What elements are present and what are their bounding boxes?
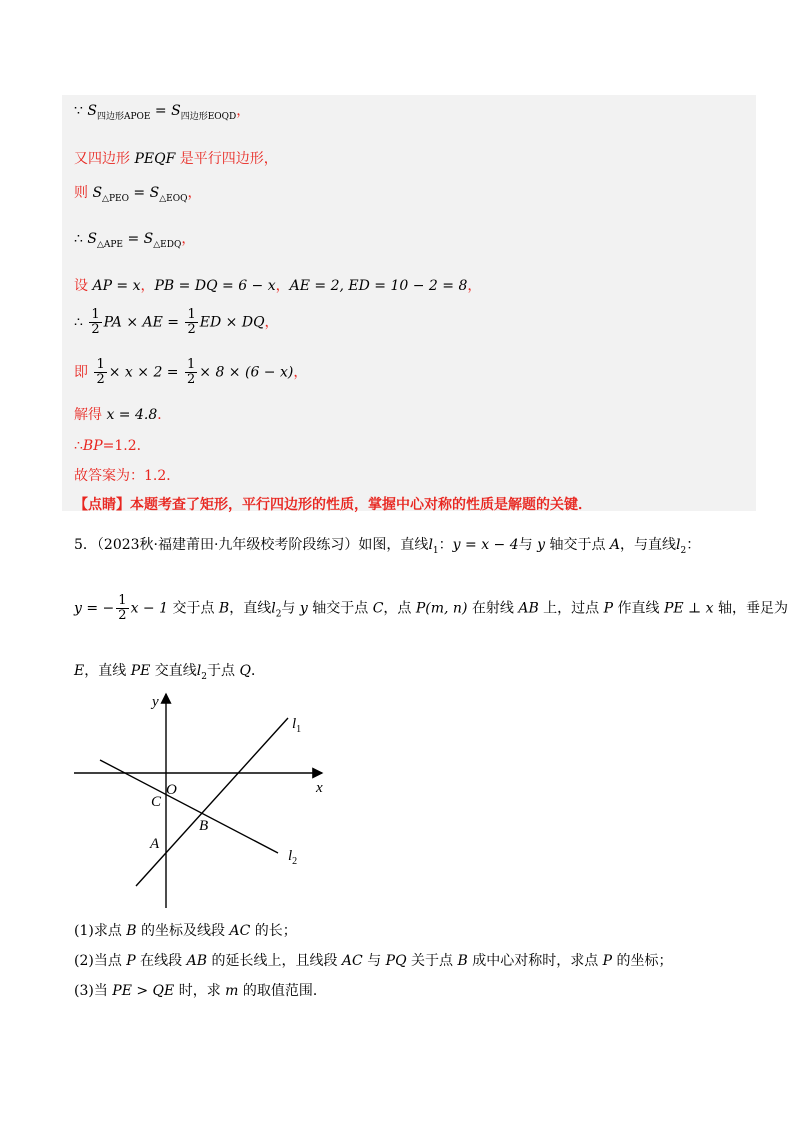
math-l: l <box>428 537 433 553</box>
text: ． <box>250 663 265 679</box>
subscript: 1 <box>432 546 439 556</box>
text: ，直线 <box>229 600 272 617</box>
l2-letter: l <box>288 848 293 864</box>
text: 与 <box>518 537 538 553</box>
text: 解得 <box>74 407 107 423</box>
text: ， <box>275 278 290 294</box>
text: ， <box>293 364 308 381</box>
text: (1)求点 <box>74 923 127 939</box>
subscript: △EDQ <box>153 240 182 250</box>
solution-line-7 <box>74 358 307 387</box>
numerator: 1 <box>187 307 196 322</box>
numerator: 1 <box>91 307 100 322</box>
text: ∵ <box>74 103 88 119</box>
math-s: S <box>171 103 181 119</box>
text: 则 <box>74 185 93 201</box>
math-Q: Q <box>239 663 251 679</box>
math-P: P <box>602 953 613 969</box>
math-AB: AB <box>186 953 208 969</box>
text: 在射线 <box>467 600 519 617</box>
text: ， <box>140 278 155 294</box>
math-expression: × 8 × (6 − x) <box>199 364 294 381</box>
subscript: △PEO <box>102 194 129 204</box>
text: 与 <box>281 600 300 617</box>
text: ，直线 <box>84 663 131 679</box>
text: 设 <box>74 278 93 294</box>
text: 的取值范围． <box>238 983 327 999</box>
math-m: m <box>225 983 239 999</box>
denominator: 2 <box>118 608 127 623</box>
fraction <box>185 358 197 387</box>
text: 的坐标； <box>612 953 673 969</box>
text: ， <box>236 103 251 119</box>
math-expression: P(m, n) <box>415 600 468 617</box>
numerator: 1 <box>186 357 196 372</box>
problem-line-1 <box>74 534 700 556</box>
math-B: B <box>457 953 468 969</box>
text: 轴交于点 <box>307 600 373 617</box>
math-s: S <box>149 185 160 201</box>
y-axis-label: y <box>152 694 159 710</box>
denominator: 2 <box>91 322 100 337</box>
solution-line-2 <box>74 148 278 168</box>
text: 是平行四边形， <box>175 151 278 167</box>
math-expression: PE ⊥ x <box>663 600 714 617</box>
text: 的延长线上，且线段 <box>207 953 342 969</box>
text: 于点 <box>207 663 240 679</box>
text: 时，求 <box>174 983 226 999</box>
math-expression: AE = 2, ED = 10 − 2 = 8 <box>289 278 468 294</box>
math-expression: y = − <box>74 600 115 617</box>
subscript: 2 <box>275 609 282 620</box>
math-s: S <box>92 185 103 201</box>
math-E: E <box>74 663 85 679</box>
coordinate-figure <box>66 688 346 910</box>
text: 上，过点 <box>538 600 604 617</box>
l1-subscript: 1 <box>296 724 302 735</box>
fraction <box>116 594 128 623</box>
math-y: y <box>537 537 546 553</box>
math-l: l <box>196 663 202 679</box>
text: 的长； <box>250 923 297 939</box>
text: ， <box>187 185 202 201</box>
subscript: 四边形APOE <box>96 112 151 122</box>
numerator: 1 <box>96 357 105 372</box>
text: ． <box>157 407 172 423</box>
text: ， <box>467 278 482 294</box>
label-C: C <box>151 794 162 810</box>
denominator: 2 <box>96 372 105 387</box>
math-expression: PE > QE <box>112 983 175 999</box>
text: ∴ <box>74 231 88 247</box>
l2-subscript: 2 <box>292 856 298 867</box>
problem-line-2 <box>74 594 788 623</box>
text: = <box>128 185 150 201</box>
math-l: l <box>676 537 681 553</box>
text: 的坐标及线段 <box>136 923 230 939</box>
text: ， <box>264 314 279 331</box>
math-C: C <box>372 600 384 617</box>
text: (2)当点 <box>74 953 127 969</box>
text: 关于点 <box>406 953 458 969</box>
text: ，与直线 <box>620 537 677 553</box>
label-A: A <box>150 836 160 852</box>
subscript: △APE <box>96 240 123 250</box>
math-expression: × x × 2 = <box>108 364 183 381</box>
l1-letter: l <box>292 716 297 732</box>
text: ∴ <box>74 314 88 331</box>
math-B: B <box>126 923 137 939</box>
label-O: O <box>166 782 177 798</box>
text: 在线段 <box>135 953 187 969</box>
text: = <box>150 103 172 119</box>
subscript: △EOQ <box>159 194 188 204</box>
math-P: P <box>126 953 136 969</box>
math-expression: PA × AE = <box>103 314 184 331</box>
text: ， <box>181 231 196 247</box>
question-2 <box>74 950 673 970</box>
solution-line-4 <box>74 228 195 250</box>
math-expression: PB = DQ = 6 − x <box>154 278 276 294</box>
solution-answer: 故答案为：1.2． <box>74 468 181 484</box>
math-PE: PE <box>130 663 151 679</box>
math-AC: AC <box>341 953 363 969</box>
text: 即 <box>74 364 93 381</box>
fraction <box>89 308 101 337</box>
solution-line-8 <box>74 404 171 424</box>
math-A: A <box>609 537 621 553</box>
text: 与 <box>362 953 386 969</box>
math-expression: ED × DQ <box>199 314 265 331</box>
text: 5．（2023秋·福建莆田·九年级校考阶段练习）如图，直线 <box>74 537 429 553</box>
math-s: S <box>87 103 97 119</box>
question-1 <box>74 920 297 940</box>
text: 作直线 <box>613 600 664 617</box>
math-s: S <box>87 231 97 247</box>
text: = <box>123 231 144 247</box>
denominator: 2 <box>187 322 196 337</box>
solution-line-1 <box>74 100 250 122</box>
fraction <box>185 308 197 337</box>
label-l2 <box>288 848 297 867</box>
denominator: 2 <box>186 372 196 387</box>
x-axis-label: x <box>316 780 323 796</box>
subscript: 四边形EOQD <box>180 112 237 122</box>
text: =1.2． <box>102 438 151 454</box>
question-3 <box>74 980 327 1000</box>
math-l: l <box>271 600 276 617</box>
solution-line-6 <box>74 308 279 337</box>
label-l1 <box>292 716 301 735</box>
math-expression: PEQF <box>134 151 176 167</box>
math-expression: x − 1 <box>130 600 168 617</box>
text: ： <box>438 537 453 553</box>
solution-line-3 <box>74 182 201 204</box>
solution-line-9 <box>74 435 151 455</box>
math-s: S <box>143 231 154 247</box>
text: ，点 <box>383 600 416 617</box>
subscript: 2 <box>680 546 687 556</box>
text: ： <box>686 537 701 553</box>
math-expression: BP <box>82 438 103 454</box>
math-PQ: PQ <box>385 953 407 969</box>
numerator: 1 <box>118 593 127 608</box>
math-AC: AC <box>229 923 251 939</box>
text: 交于点 <box>168 600 219 617</box>
subscript: 2 <box>201 672 207 682</box>
math-B: B <box>218 600 230 617</box>
solution-comment: 【点睛】本题考查了矩形，平行四边形的性质，掌握中心对称的性质是解题的关键． <box>74 497 592 513</box>
problem-line-3 <box>74 660 265 682</box>
text: ∴ <box>74 438 83 454</box>
math-P: P <box>603 600 614 617</box>
math-expression: y = x − 4 <box>452 537 519 553</box>
text: 成中心对称时，求点 <box>467 953 603 969</box>
math-expression: AP = x <box>92 278 141 294</box>
line-l2 <box>100 760 278 853</box>
label-B: B <box>199 818 209 834</box>
math-y: y <box>299 600 308 617</box>
text: 交直线 <box>150 663 197 679</box>
text: 轴交于点 <box>545 537 610 553</box>
text: 又四边形 <box>74 151 135 167</box>
fraction <box>94 358 106 387</box>
text: 轴，垂足为 <box>713 600 789 617</box>
math-expression: x = 4.8 <box>106 407 158 423</box>
math-AB: AB <box>518 600 539 617</box>
text: (3)当 <box>74 983 113 999</box>
solution-line-5 <box>74 275 481 295</box>
